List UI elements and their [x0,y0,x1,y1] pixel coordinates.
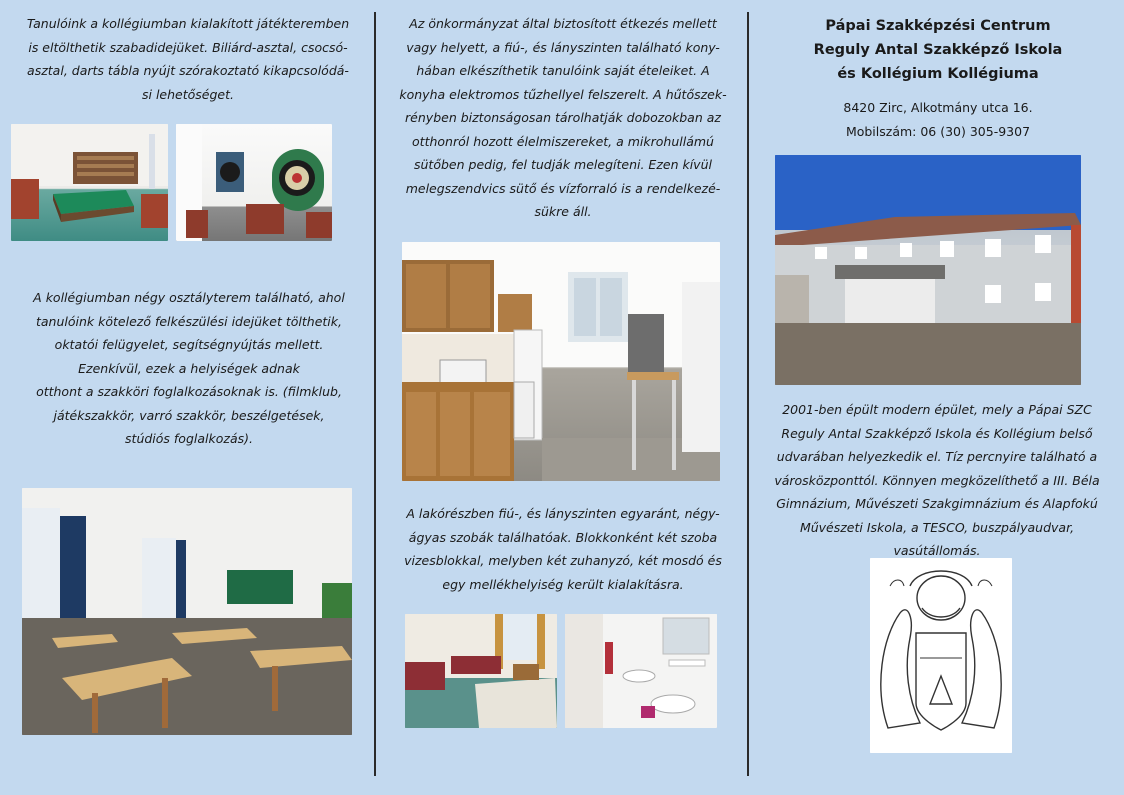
game-room-text [8,12,368,106]
text-line: si lehetőséget. [142,86,234,102]
institution-header [775,14,1101,86]
text-line: hában elkészíthetik tanulóink saját ételeiket. A [416,63,710,78]
text-line: ágyas szobák találhatóak. Blokkonként két szoba [408,529,718,545]
text-line: tanulóink kötelező felkészülési idejüket tölthetik, [36,313,342,329]
rooms-text [383,502,743,596]
building-description [756,398,1118,563]
text-line: melegszendvics sütő és vízforraló is a rendelkezé- [405,180,721,196]
classroom-text [10,286,368,451]
darts-photo [176,124,332,241]
text-line: oktatói felügyelet, segítségnyújtás mellett. [54,337,324,352]
text-line: egy mellékhelyiség került kialakításra. [442,576,684,592]
kitchen-text [383,12,743,224]
text-line: Ezenkívül, ezek a helyiségek adnak [78,360,300,376]
text-line: Tanulóink a kollégiumban kialakított játékteremben [26,16,350,31]
text-line: Művészeti Iskola, a TESCO, buszpályaudvar, [799,519,1075,535]
institution-name-line: Reguly Antal Szakképző Iskola [813,42,1063,58]
institution-name-line: és Kollégium Kollégiuma [837,66,1039,82]
text-line: városközponttól. Könnyen megközelíthető a III. Béla [774,472,1100,488]
column-divider-right [747,12,749,776]
text-line: udvarában helyezkedik el. Tíz percnyire található a [776,449,1098,464]
text-line: Gimnázium, Művészeti Szakgimnázium és Alapfokú [776,496,1098,511]
building-photo [775,155,1081,385]
text-line: vizesblokkal, melyben két zuhanyzó, két mosdó és [404,553,722,568]
school-crest-image [870,558,1012,753]
kitchen-photo [402,242,720,481]
text-line: asztal, darts tábla nyújt szórakoztató kikapcsolódá- [27,63,349,78]
text-line: 2001-ben épült modern épület, mely a Pápai SZC [782,402,1092,417]
classroom-photo [22,488,352,735]
text-line: sükre áll. [534,204,592,219]
text-line: otthont a szakköri foglalkozásoknak is. (filmklub, [36,384,342,399]
contact-info [775,96,1101,144]
text-line: játékszakkör, varró szakkör, beszélgetések, [53,407,325,423]
text-line: otthonról hozott élelmiszereket, a mikrohullámú [412,133,714,149]
text-line: Reguly Antal Szakképző Iskola és Kollégium belső [781,425,1093,441]
text-line: vagy helyett, a fiú-, és lányszinten található kony- [406,39,720,55]
phone-number: Mobilszám: 06 (30) 305-9307 [845,124,1031,139]
text-line: stúdiós foglalkozás). [125,431,253,446]
bedroom-photo [405,614,557,728]
text-line: is eltölthetik szabadidejüket. Biliárd-asztal, csocsó- [28,39,348,55]
column-divider-left [374,12,376,776]
bathroom-photo [565,614,717,728]
text-line: sütőben pedig, fel tudják melegíteni. Ezen kívül [414,157,712,172]
text-line: A lakórészben fiú-, és lányszinten egyaránt, négy- [406,506,720,521]
text-line: A kollégiumban négy osztályterem található, ahol [33,290,345,305]
text-line: rényben biztonságosan tárolhatják dobozokban az [405,110,721,125]
text-line: Az önkormányzat által biztosított étkezés mellett [409,16,717,31]
institution-name-line: Pápai Szakképzési Centrum [825,18,1051,34]
text-line: konyha elektromos tűzhellyel felszerelt. A hűtőszek- [399,86,727,102]
text-line: vasútállomás. [893,543,981,558]
game-room-photo [11,124,168,241]
address: 8420 Zirc, Alkotmány utca 16. [843,100,1033,115]
